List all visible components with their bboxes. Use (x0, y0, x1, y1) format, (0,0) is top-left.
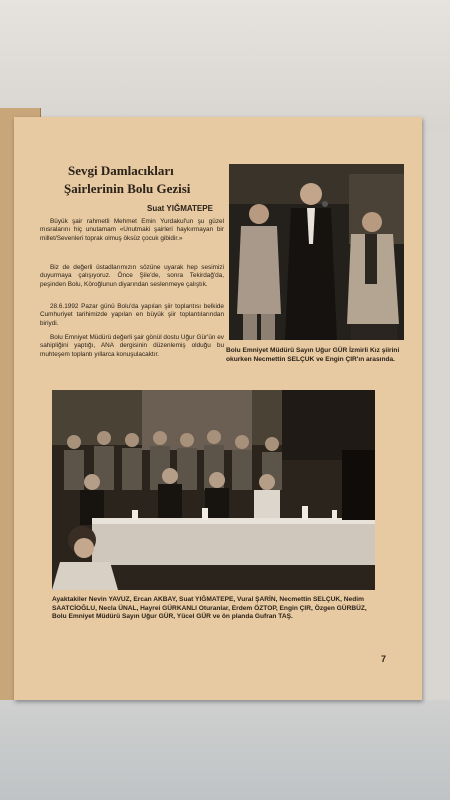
photo-group-banquet (52, 390, 375, 590)
photo-speaker-illustration (229, 164, 404, 340)
background-surface (0, 700, 450, 800)
photo-speaker-with-microphone (229, 164, 404, 340)
photo2-caption: Ayaktakiler Nevin YAVUZ, Ercan AKBAY, Suat YIĞMATEPE, Vural ŞARİN, Necmettin SELÇUK, Nedim SAATCİOĞLU, Necla ÜNAL, Hayrei GÜRKANLI Oturanlar, Erdem ÖZTOP, Engin ÇIR, Özgen GÜRBÜZ, Bolu Emniyet Müdürü Sayın Uğur GÜR, Yücel GÜR ve ön planda Gufran TAŞ. (52, 596, 367, 621)
photo1-caption: Bolu Emniyet Müdürü Sayın Uğur GÜR İzmirli Kız şiirini okurken Necmettin SELÇUK ve Engin ÇIR'ın arasında. (226, 347, 400, 363)
article-paragraph-3: 28.6.1992 Pazar günü Bolu'da yapılan şiir toplantısı belkide Cumhuriyet tarihimizde yapılan en büyük şiir toplantılarından biriydi. (40, 303, 224, 327)
article-author: Suat YIĞMATEPE (147, 204, 213, 213)
background-wall (0, 0, 450, 130)
article-paragraph-2: Biz de değerli üstadlarımızın sözüne uyarak hep sesimizi duyurmaya çalışıyoruz. Önce Şile'de, sonra Tekirdağ'da, peşinden Bolu, Köroğlunun diyarından seslenmeye çalıştık. (40, 264, 224, 288)
article-paragraph-1: Büyük şair rahmetli Mehmet Emin Yurdakul'un şu güzel mısralarını hiç unutamam «Unutmaki şairleri haykırmayan bir millet/Sevenleri toprak olmuş öksüz çocuk gibidir.» (40, 218, 224, 242)
article-paragraph-4: Bolu Emniyet Müdürü değerli şair gönül dostu Uğur Gür'ün ev sahipliğini yaptığı, ANA dergisinin düzenlemiş olduğu bu muhteşem toplantı yıllarca konuşulacaktır. (40, 334, 224, 358)
article-title-line2: Şairlerinin Bolu Gezisi (64, 181, 191, 196)
page-number: 7 (381, 654, 387, 664)
photo-group-illustration (52, 390, 375, 590)
article-title-line1: Sevgi Damlacıkları (68, 163, 174, 178)
